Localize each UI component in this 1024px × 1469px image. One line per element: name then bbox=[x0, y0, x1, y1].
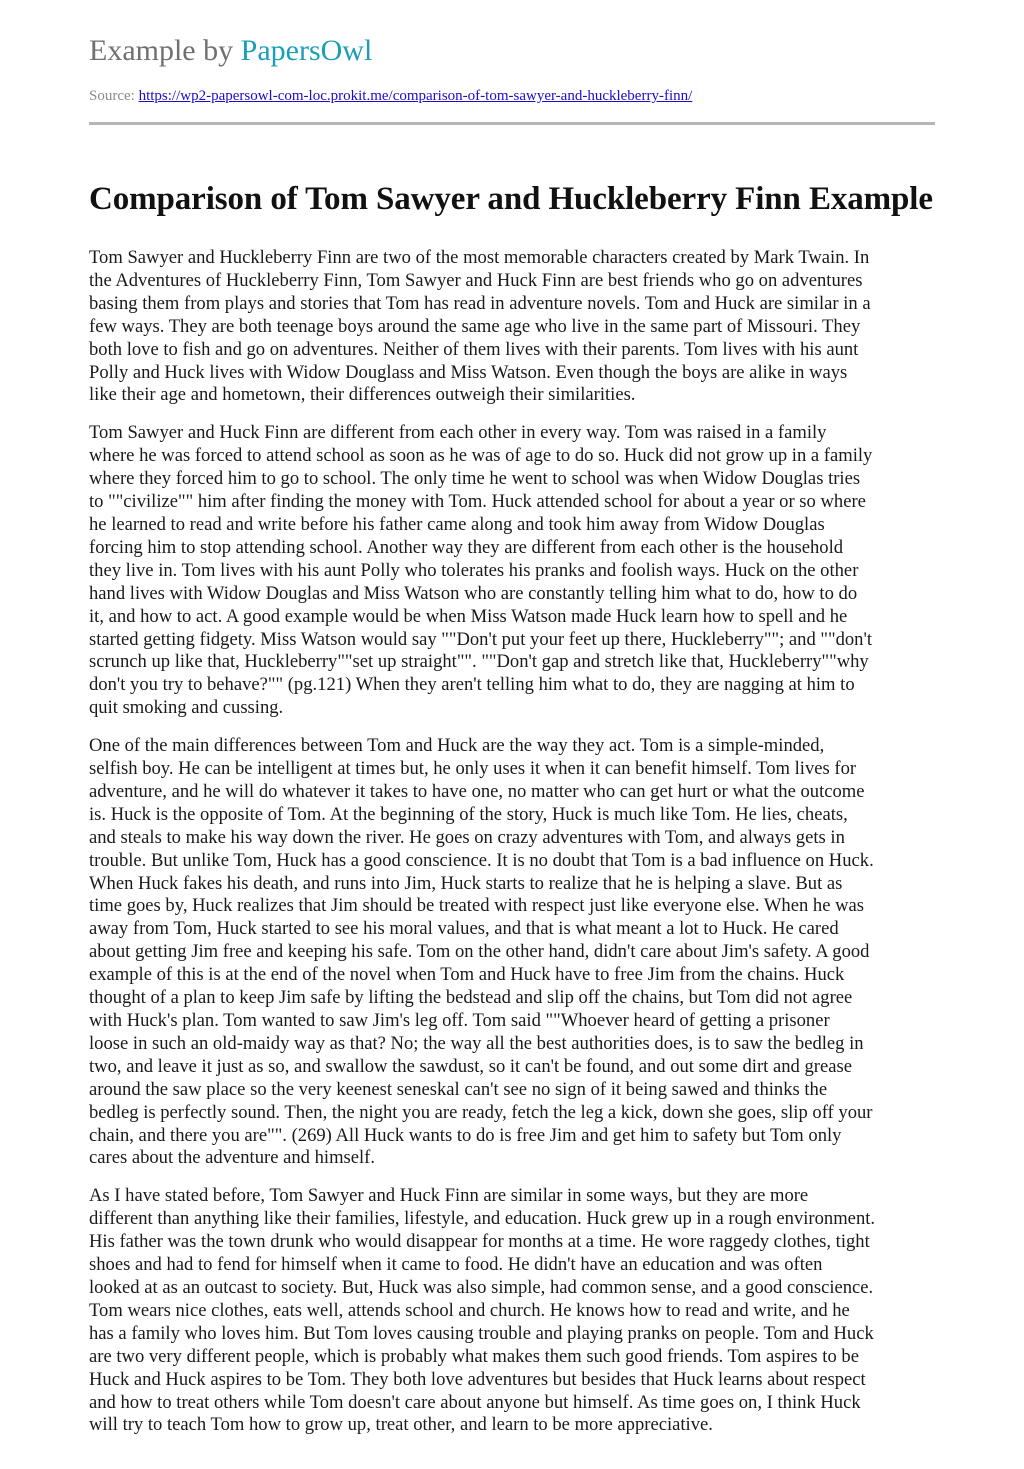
paragraph-line: around the saw place so the very keenest seneskal can't see no sign of it being sawed and thinks the bbox=[89, 1078, 828, 1100]
paragraph-line: bedleg is perfectly sound. Then, the night you are ready, fetch the leg a kick, down she goes, slip off your bbox=[89, 1101, 873, 1123]
paragraph-line: away from Tom, Huck started to see his moral values, and that is what meant a lot to Huck. He cared bbox=[89, 918, 839, 940]
document-title: Comparison of Tom Sawyer and Huckleberry Finn Example bbox=[89, 181, 933, 217]
brand-name[interactable]: PapersOwl bbox=[240, 34, 373, 67]
paragraph-line: is. Huck is the opposite of Tom. At the beginning of the story, Huck is much like Tom. He lies, cheats, bbox=[89, 803, 848, 825]
document-body bbox=[89, 247, 935, 1437]
paragraph-line: with Huck's plan. Tom wanted to saw Jim's leg off. Tom said ""Whoever heard of getting a prisoner bbox=[89, 1010, 830, 1031]
paragraph-line: like their age and hometown, their differences outweigh their similarities. bbox=[89, 384, 636, 406]
paragraph-line: the Adventures of Huckleberry Finn, Tom Sawyer and Huck Finn are best friends who go on adventures bbox=[89, 269, 863, 291]
body-paragraph-2 bbox=[89, 422, 935, 720]
paragraph-line: adventure, and he will do whatever it takes to have one, no matter who can get hurt or what the outcome bbox=[89, 780, 865, 802]
paragraph-line: Tom Sawyer and Huckleberry Finn are two of the most memorable characters created by Mark Twain. In bbox=[89, 247, 870, 268]
paragraph-line: and steals to make his way down the river. He goes on crazy adventures with Tom, and always gets in bbox=[89, 826, 845, 848]
header-divider bbox=[89, 122, 935, 125]
paragraph-line: loose in such an old-maidy way as that? No; the way all the best authorities does, is to saw the bedleg in bbox=[89, 1032, 864, 1054]
paragraph-line: has a family who loves him. But Tom loves causing trouble and playing pranks on people. Tom and Huck bbox=[89, 1322, 874, 1344]
paragraph-line: are two very different people, which is probably what makes them such good friends. Tom aspires to be bbox=[89, 1345, 859, 1367]
paragraph-line: hand lives with Widow Douglas and Miss Watson who are constantly telling him what to do, how to do bbox=[89, 582, 858, 604]
paragraph-line: looked at as an outcast to society. But, Huck was also simple, had common sense, and a good conscience. bbox=[89, 1276, 874, 1298]
paragraph-line: he learned to read and write before his father came along and took him away from Widow Douglas bbox=[89, 513, 825, 535]
paragraph-line: His father was the town drunk who would disappear for months at a time. He wore raggedy clothes, tight bbox=[89, 1231, 870, 1253]
document-page bbox=[89, 0, 935, 1452]
source-line bbox=[89, 87, 935, 105]
body-paragraph-1 bbox=[89, 247, 935, 407]
paragraph-line: When Huck fakes his death, and runs into Jim, Huck starts to realize that he is helping a slave. But as bbox=[89, 872, 843, 894]
source-label: Source: bbox=[89, 88, 135, 104]
paragraph-line: thought of a plan to keep Jim safe by lifting the bedstead and slip off the chains, but Tom did not agree bbox=[89, 987, 853, 1009]
paragraph-line: Polly and Huck lives with Widow Douglass and Miss Watson. Even though the boys are alike in ways bbox=[89, 361, 848, 383]
paragraph-line: selfish boy. He can be intelligent at times but, he only uses it when it can benefit himself. Tom lives for bbox=[89, 758, 857, 780]
paragraph-line: trouble. But unlike Tom, Huck has a good conscience. It is no doubt that Tom is a bad influence on Huck. bbox=[89, 849, 874, 871]
paragraph-line: they live in. Tom lives with his aunt Polly who tolerates his pranks and foolish ways. Huck on the other bbox=[89, 559, 859, 581]
paragraph-line: Tom Sawyer and Huck Finn are different from each other in every way. Tom was raised in a family bbox=[89, 422, 827, 444]
paragraph-line: few ways. They are both teenage boys around the same age who live in the same part of Missouri. They bbox=[89, 315, 861, 337]
body-paragraph-3 bbox=[89, 735, 935, 1170]
paragraph-line: both love to fish and go on adventures. Neither of them lives with their parents. Tom lives with his aunt bbox=[89, 338, 859, 360]
paragraph-line: Huck and Huck aspires to be Tom. They both love adventures but besides that Huck learns about respect bbox=[89, 1368, 866, 1390]
paragraph-line: As I have stated before, Tom Sawyer and Huck Finn are similar in some ways, but they are more bbox=[89, 1185, 809, 1207]
paragraph-line: shoes and had to fend for himself when it came to food. He didn't have an education and was often bbox=[89, 1254, 823, 1276]
paragraph-line: and how to treat others while Tom doesn't care about anyone but himself. As time goes on, I think Huck bbox=[89, 1391, 861, 1413]
paragraph-line: it, and how to act. A good example would be when Miss Watson made Huck learn how to spell and he bbox=[89, 605, 848, 627]
paragraph-line: quit smoking and cussing. bbox=[89, 697, 284, 719]
paragraph-line: to ""civilize"" him after finding the money with Tom. Huck attended school for about a year or so where bbox=[89, 491, 866, 513]
paragraph-line: don't you try to behave?"" (pg.121) When they aren't telling him what to do, they are nagging at him to bbox=[89, 674, 855, 696]
paragraph-line: Tom wears nice clothes, eats well, attends school and church. He knows how to read and write, and he bbox=[89, 1299, 850, 1321]
paragraph-line: two, and leave it just as so, and swallow the sawdust, so it can't be found, and out some dirt and grease bbox=[89, 1055, 852, 1077]
paragraph-line: scrunch up like that, Huckleberry""set up straight"". ""Don't gap and stretch like that, Huckleberry""why bbox=[89, 651, 869, 673]
paragraph-line: different than anything like their families, lifestyle, and education. Huck grew up in a rough environment. bbox=[89, 1208, 876, 1230]
source-link[interactable]: https://wp2-papersowl-com-loc.prokit.me/comparison-of-tom-sawyer-and-huckleberry-finn/ bbox=[138, 88, 693, 104]
paragraph-line: about getting Jim free and keeping his safe. Tom on the other hand, didn't care about Jim's safety. A good bbox=[89, 941, 870, 963]
paragraph-line: forcing him to stop attending school. Another way they are different from each other is the household bbox=[89, 536, 844, 558]
paragraph-line: example of this is at the end of the novel when Tom and Huck have to free Jim from the chains. Huck bbox=[89, 964, 845, 986]
paragraph-line: cares about the adventure and himself. bbox=[89, 1147, 376, 1169]
paragraph-line: One of the main differences between Tom and Huck are the way they act. Tom is a simple-minded, bbox=[89, 735, 825, 757]
paragraph-line: time goes by, Huck realizes that Jim should be treated with respect just like everyone else. When he was bbox=[89, 895, 865, 917]
paragraph-line: chain, and there you are"". (269) All Huck wants to do is free Jim and get him to safety but Tom only bbox=[89, 1124, 842, 1146]
brand-prefix: Example by bbox=[89, 34, 234, 67]
paragraph-line: will try to teach Tom how to grow up, treat other, and learn to be more appreciative. bbox=[89, 1414, 713, 1436]
paragraph-line: where they forced him to go to school. The only time he went to school was when Widow Douglas tries bbox=[89, 468, 861, 490]
body-paragraph-4 bbox=[89, 1185, 935, 1437]
brand-header bbox=[89, 33, 935, 69]
paragraph-line: basing them from plays and stories that Tom has read in adventure novels. Tom and Huck are similar in a bbox=[89, 292, 871, 314]
paragraph-line: where he was forced to attend school as soon as he was of age to do so. Huck did not grow up in a family bbox=[89, 445, 873, 467]
paragraph-line: started getting fidgety. Miss Watson would say ""Don't put your feet up there, Huckleberry""; and ""don't bbox=[89, 628, 872, 650]
